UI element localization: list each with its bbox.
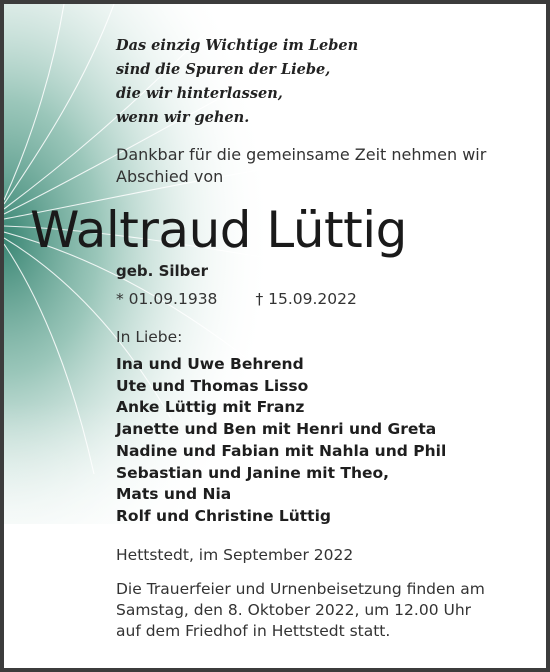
list-item: Janette und Ben mit Henri und Greta [116,420,437,439]
ceremony-line: Die Trauerfeier und Urnenbeisetzung finden am [116,580,485,598]
obituary-content [4,4,546,668]
death-date: † 15.09.2022 [255,290,357,308]
poem [116,34,358,130]
ceremony-line: Samstag, den 8. Oktober 2022, um 12.00 Uhr [116,601,472,619]
ceremony-info [116,579,544,642]
list-item: Mats und Nia [116,485,232,504]
list-item: Anke Lüttig mit Franz [116,398,305,417]
list-item: Ina und Uwe Behrend [116,355,304,373]
life-dates [116,288,357,310]
ceremony-line: auf dem Friedhof in Hettstedt statt. [116,622,391,640]
list-item: Nadine und Fabian mit Nahla und Phil [116,441,447,460]
love-label: In Liebe: [116,328,183,346]
list-item: Rolf und Christine Lüttig [116,506,331,525]
place-date: Hettstedt, im September 2022 [116,546,354,564]
poem-line: die wir hinterlassen, [116,85,283,102]
poem-line: wenn wir gehen. [116,109,250,126]
maiden-name: geb. Silber [116,262,208,280]
deceased-name: Waltraud Lüttig [30,201,407,259]
poem-line: sind die Spuren der Liebe, [116,61,331,78]
birth-date: * 01.09.1938 [116,290,218,308]
intro-text: Dankbar für die gemeinsame Zeit nehmen wir Abschied von [116,145,487,186]
list-item: Sebastian und Janine mit Theo, [116,463,390,482]
poem-line: Das einzig Wichtige im Leben [116,37,359,54]
mourners-list [116,354,446,528]
list-item: Ute und Thomas Lisso [116,376,309,395]
